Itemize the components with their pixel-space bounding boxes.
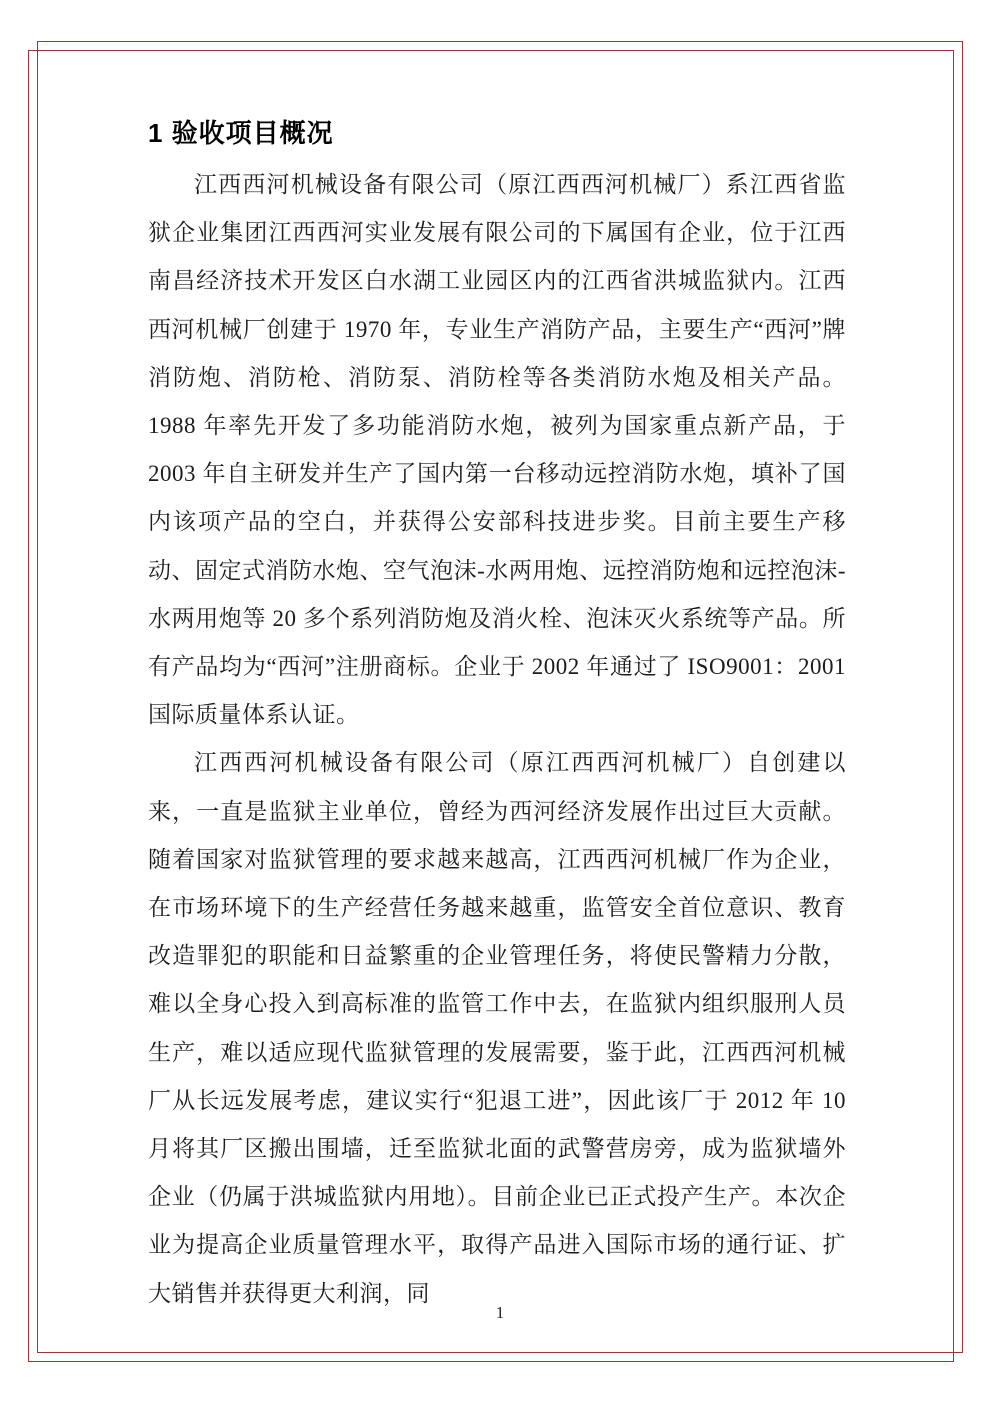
document-body	[148, 109, 846, 1318]
section-heading: 1 验收项目概况	[148, 118, 334, 148]
paragraph-company-overview: 江西西河机械设备有限公司（原江西西河机械厂）系江西省监狱企业集团江西西河实业发展有限公司的下属国有企业，位于江西南昌经济技术开发区白水湖工业园区内的江西省洪城监狱内。江西西河机械厂创建于 1970 年，专业生产消防产品，主要生产“西河”牌消防炮、消防枪、消防泵、消防栓等各类消防水炮及相关产品。1988 年率先开发了多功能消防水炮，被列为国家重点新产品，于 2003 年自主研发并生产了国内第一台移动远控消防水炮，填补了国内该项产品的空白，并获得公安部科技进步奖。目前主要生产移动、固定式消防水炮、空气泡沫-水两用炮、远控消防炮和远控泡沫-水两用炮等 20 多个系列消防炮及消火栓、泡沫灭火系统等产品。所有产品均为“西河”注册商标。企业于 2002 年通过了 ISO9001：2001 国际质量体系认证。	[148, 172, 846, 728]
page-number: 1	[495, 1303, 505, 1322]
paragraph-relocation-background: 江西西河机械设备有限公司（原江西西河机械厂）自创建以来，一直是监狱主业单位，曾经为西河经济发展作出过巨大贡献。随着国家对监狱管理的要求越来越高，江西西河机械厂作为企业，在市场环境下的生产经营任务越来越重，监管安全首位意识、教育改造罪犯的职能和日益繁重的企业管理任务，将使民警精力分散，难以全身心投入到高标准的监管工作中去，在监狱内组织服刑人员生产，难以适应现代监狱管理的发展需要，鉴于此，江西西河机械厂从长远发展考虑，建议实行“犯退工进”，因此该厂于 2012 年 10 月将其厂区搬出围墙，迁至监狱北面的武警营房旁，成为监狱墙外企业（仍属于洪城监狱内用地）。目前企业已正式投产生产。本次企业为提高企业质量管理水平，取得产品进入国际市场的通行证、扩大销售并获得更大利润，同	[148, 750, 846, 1306]
